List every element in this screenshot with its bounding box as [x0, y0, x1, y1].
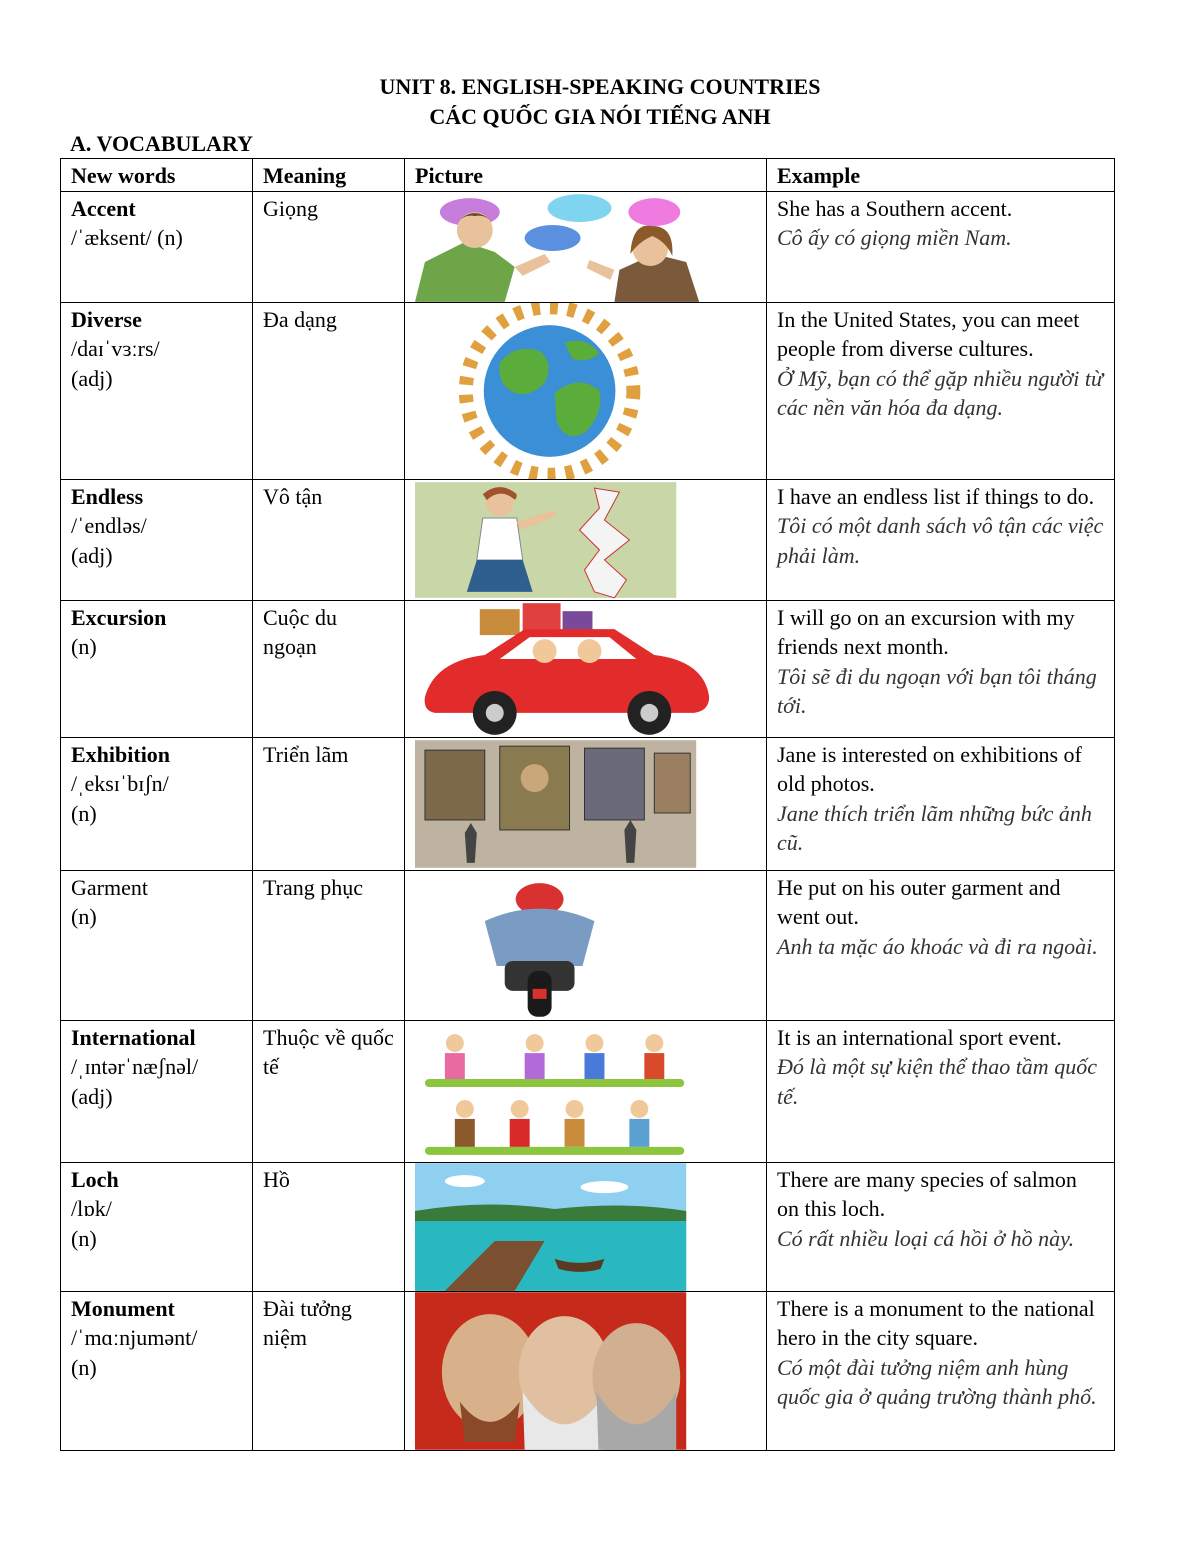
table-row — [61, 737, 1115, 870]
phonetic: /ˌeksɪˈbɪʃn/ — [71, 771, 169, 796]
phonetic: (n) — [71, 904, 97, 929]
woman-list-icon — [405, 480, 766, 600]
gallery-icon — [405, 738, 766, 870]
word: Exhibition — [71, 741, 171, 767]
example-en: In the United States, you can meet people from diverse cultures. — [777, 306, 1080, 361]
example-vi: Tôi sẽ đi du ngoạn với bạn tôi tháng tới. — [777, 663, 1097, 718]
meaning: Đa dạng — [253, 302, 405, 479]
example-en: There is a monument to the national hero in the city square. — [777, 1295, 1095, 1350]
example-en: It is an international sport event. — [777, 1024, 1062, 1050]
example-vi: Anh ta mặc áo khoác và đi ra ngoài. — [777, 933, 1098, 959]
vocabulary-table — [60, 158, 1115, 1451]
example-vi: Cô ấy có giọng miền Nam. — [777, 225, 1012, 250]
table-row — [61, 191, 1115, 302]
phonetic: /lɒk/ — [71, 1196, 112, 1221]
meaning: Hồ — [253, 1162, 405, 1291]
phonetic: /ˌɪntərˈnæʃnəl/ — [71, 1054, 199, 1079]
word: Garment — [71, 874, 148, 900]
page-title: UNIT 8. ENGLISH-SPEAKING COUNTRIES — [379, 74, 821, 99]
table-row — [61, 1162, 1115, 1291]
part-of-speech: (n) — [71, 1354, 97, 1380]
word: Accent — [71, 195, 136, 221]
table-row — [61, 302, 1115, 479]
example-vi: Ở Mỹ, bạn có thể gặp nhiều người từ các nền văn hóa đa dạng. — [777, 365, 1103, 420]
word: Diverse — [71, 306, 142, 332]
meaning: Đài tưởng niệm — [253, 1291, 405, 1450]
word: Endless — [71, 483, 144, 509]
car-trip-icon — [405, 601, 766, 737]
meaning: Trang phục — [253, 870, 405, 1020]
example-vi: Đó là một sự kiện thể thao tầm quốc tế. — [777, 1054, 1097, 1109]
part-of-speech: (n) — [71, 800, 97, 826]
section-heading: A. VOCABULARY — [70, 131, 253, 156]
phonetic: /ˈmɑːnjumənt/ — [71, 1325, 198, 1350]
table-row — [61, 479, 1115, 600]
phonetic: /ˈendləs/ — [71, 513, 147, 538]
page-subtitle: CÁC QUỐC GIA NÓI TIẾNG ANH — [429, 104, 771, 129]
part-of-speech: (adj) — [71, 1083, 113, 1109]
word: Loch — [71, 1166, 119, 1192]
example-en: There are many species of salmon on this loch. — [777, 1166, 1077, 1221]
part-of-speech: (adj) — [71, 365, 113, 391]
word: Monument — [71, 1295, 175, 1321]
table-row — [61, 600, 1115, 737]
phonetic: /daɪˈvɜːrs/ — [71, 336, 160, 361]
part-of-speech: (n) — [71, 1225, 97, 1251]
meaning: Triển lãm — [253, 737, 405, 870]
example-en: I will go on an excursion with my friends next month. — [777, 604, 1075, 659]
lake-pier-icon — [405, 1163, 766, 1291]
table-row — [61, 870, 1115, 1020]
example-en: Jane is interested on exhibitions of old photos. — [777, 741, 1082, 796]
portrait-heads-icon — [405, 1292, 766, 1450]
header-example: Example — [767, 159, 1115, 192]
example-vi: Có một đài tưởng niệm anh hùng quốc gia ở quảng trường thành phố. — [777, 1354, 1097, 1409]
example-en: I have an endless list if things to do. — [777, 483, 1095, 509]
header-picture: Picture — [405, 159, 767, 192]
example-vi: Tôi có một danh sách vô tận các việc phải làm. — [777, 513, 1104, 568]
meaning: Giọng — [253, 191, 405, 302]
meaning: Cuộc du ngoạn — [253, 600, 405, 737]
phonetic: (n) — [71, 634, 97, 659]
word: Excursion — [71, 604, 167, 630]
table-header-row — [61, 159, 1115, 192]
example-en: She has a Southern accent. — [777, 195, 1013, 221]
meaning: Thuộc về quốc tế — [253, 1020, 405, 1162]
word: International — [71, 1024, 196, 1050]
world-costumes-icon — [405, 1021, 766, 1162]
meaning: Vô tận — [253, 479, 405, 600]
example-vi: Có rất nhiều loại cá hồi ở hồ này. — [777, 1225, 1075, 1251]
table-row — [61, 1020, 1115, 1162]
phonetic: /ˈæksent/ (n) — [71, 225, 183, 250]
table-row — [61, 1291, 1115, 1450]
header-new-words: New words — [61, 159, 253, 192]
header-meaning: Meaning — [253, 159, 405, 192]
motorbike-rider-icon — [405, 871, 766, 1020]
people-talking-icon — [405, 192, 766, 302]
globe-people-icon — [405, 303, 766, 479]
example-vi: Jane thích triển lãm những bức ảnh cũ. — [777, 800, 1092, 855]
example-en: He put on his outer garment and went out. — [777, 874, 1061, 929]
part-of-speech: (adj) — [71, 542, 113, 568]
